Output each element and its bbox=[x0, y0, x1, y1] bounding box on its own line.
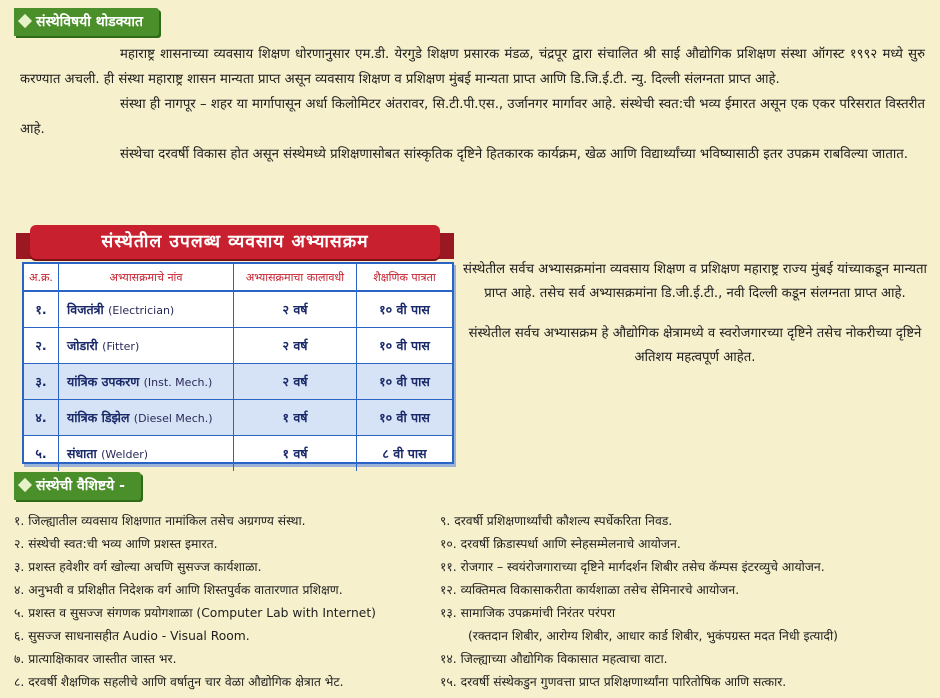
table-row bbox=[24, 400, 452, 436]
recognition-paragraph-2: संस्थेतील सर्वच अभ्यासक्रम हे औद्योगिक क्षेत्रामध्ये व स्वरोजगारच्या दृष्टिने तसेच नोकरीच्या दृष्टिने अतिशय महत्वपूर्ण आहेत. bbox=[468, 326, 922, 365]
about-paragraph-1: महाराष्ट्र शासनाच्या व्यवसाय शिक्षण धोरणानुसार एम.डी. येरगुडे शिक्षण प्रसारक मंडळ, चंद्रपूर द्वारा संचालित श्री साई औद्योगिक प्रशिक्षण संस्था ऑगस्ट १९९२ मध्ये सुरु करण्यात अचली. ही संस्था महाराष्ट्र शासन मान्यता प्राप्त असून व्यवसाय शिक्षण व प्रशिक्षण मुंबई मान्यता प्राप्त आणि डि.जि.ई.टी. न्यु. दिल्ली संलग्नता प्राप्त आहे. bbox=[20, 47, 925, 87]
col-course-name: अभ्यासक्रमाचे नांव bbox=[59, 264, 234, 291]
list-item: ३. प्रशस्त हवेशीर वर्ग खोल्या अचणि सुसज्ज कार्यशाळा. bbox=[14, 560, 262, 574]
courses-table-header bbox=[24, 264, 452, 291]
courses-title-ribbon: संस्थेतील उपलब्ध व्यवसाय अभ्यासक्रम bbox=[30, 225, 440, 259]
about-heading: संस्थेविषयी थोडक्यात bbox=[14, 8, 159, 36]
row-qualification: १० वी पास bbox=[357, 328, 453, 364]
row-course-name: संधाता (Welder) bbox=[59, 436, 234, 472]
list-item: ९. दरवर्षी प्रशिक्षणार्थ्यांची कौशल्य स्पर्धेकरिता निवड. bbox=[440, 514, 673, 528]
list-item: ११. रोजगार – स्वयंरोजगाराच्या दृष्टिने मार्गदर्शन शिबीर तसेच कॅम्पस इंटरव्युचे आयोजन. bbox=[440, 560, 825, 574]
features-list-right bbox=[440, 510, 935, 694]
row-duration: २ वर्ष bbox=[234, 291, 357, 328]
row-serial: ५. bbox=[24, 436, 59, 472]
table-row bbox=[24, 328, 452, 364]
recognition-paragraph-1: संस्थेतील सर्वच अभ्यासक्रमांना व्यवसाय शिक्षण व प्रशिक्षण महाराष्ट्र राज्य मुंबई यांच्याकडून मान्यता प्राप्त आहे. तसेच सर्व अभ्यासक्रमांना डि.जी.ई.टी., नवी दिल्ली कडून संलग्नता प्राप्त आहे. bbox=[463, 262, 927, 301]
features-list-left bbox=[14, 510, 434, 694]
about-section bbox=[20, 42, 925, 167]
row-course-name: यांत्रिक उपकरण (Inst. Mech.) bbox=[59, 364, 234, 400]
table-row bbox=[24, 436, 452, 472]
list-item: ८. दरवर्षी शैक्षणिक सहलीचे आणि वर्षातुन चार वेळा औद्योगिक क्षेत्रात भेट. bbox=[14, 675, 344, 689]
features-heading: संस्थेची वैशिष्टये - bbox=[14, 472, 141, 500]
row-serial: २. bbox=[24, 328, 59, 364]
list-item: १०. दरवर्षी क्रिडास्पर्धा आणि स्नेहसम्मेलनाचे आयोजन. bbox=[440, 537, 681, 551]
row-duration: २ वर्ष bbox=[234, 364, 357, 400]
list-item: ७. प्रात्याक्षिकावर जास्तीत जास्त भर. bbox=[14, 652, 177, 666]
list-item: १. जिल्ह्यातील व्यवसाय शिक्षणात नामांकिल तसेच अग्रगण्य संस्था. bbox=[14, 514, 306, 528]
row-serial: ४. bbox=[24, 400, 59, 436]
col-qualification: शैक्षणिक पात्रता bbox=[357, 264, 453, 291]
row-duration: १ वर्ष bbox=[234, 436, 357, 472]
row-duration: २ वर्ष bbox=[234, 328, 357, 364]
list-item: १४. जिल्ह्याच्या औद्योगिक विकासात महत्वाचा वाटा. bbox=[440, 652, 668, 666]
list-item: २. संस्थेची स्वत:ची भव्य आणि प्रशस्त इमारत. bbox=[14, 537, 218, 551]
courses-table bbox=[22, 262, 454, 464]
row-course-name: विजतंत्री (Electrician) bbox=[59, 291, 234, 328]
about-paragraph-3: संस्थेचा दरवर्षी विकास होत असून संस्थेमध्ये प्रशिक्षणासोबत सांस्कृतिक दृष्टिने हितकारक कार्यक्रम, खेळ आणि विद्यार्थ्यांच्या भविष्यासाठी इतर उपक्रम राबविल्या जातात. bbox=[120, 147, 908, 162]
recognition-note bbox=[460, 258, 930, 386]
table-row bbox=[24, 364, 452, 400]
row-course-name: यांत्रिक डिझेल (Diesel Mech.) bbox=[59, 400, 234, 436]
list-item: ४. अनुभवी व प्रशिक्षीत निदेशक वर्ग आणि शिस्तपुर्वक वातारणात प्रशिक्षण. bbox=[14, 583, 343, 597]
row-course-name: जोडारी (Fitter) bbox=[59, 328, 234, 364]
row-qualification: १० वी पास bbox=[357, 291, 453, 328]
col-serial: अ.क्र. bbox=[24, 264, 59, 291]
row-qualification: १० वी पास bbox=[357, 400, 453, 436]
list-item: १५. दरवर्षी संस्थेकडुन गुणवत्ता प्राप्त प्रशिक्षणार्थ्यांना पारितोषिक आणि सत्कार. bbox=[440, 675, 787, 689]
list-item: ५. प्रशस्त व सुसज्ज संगणक प्रयोगशाळा (Computer Lab with Internet) bbox=[14, 606, 376, 620]
col-duration: अभ्यासक्रमाचा कालावधी bbox=[234, 264, 357, 291]
list-item: १२. व्यक्तिमत्व विकासाकरीता कार्यशाळा तसेच सेमिनारचे आयोजन. bbox=[440, 583, 740, 597]
row-qualification: ८ वी पास bbox=[382, 446, 427, 461]
table-row bbox=[24, 291, 452, 328]
list-item: १३. सामाजिक उपक्रमांची निरंतर परंपरा bbox=[440, 606, 616, 620]
list-item-subtext: (रक्तदान शिबीर, आरोग्य शिबीर, आधार कार्ड शिबीर, भुकंपग्रस्त मदत निधी इत्यादी) bbox=[468, 629, 838, 643]
list-item: ६. सुसज्ज साधनासहीत Audio - Visual Room. bbox=[14, 629, 250, 643]
row-qualification: १० वी पास bbox=[357, 364, 453, 400]
row-duration: १ वर्ष bbox=[234, 400, 357, 436]
about-paragraph-2: संस्था ही नागपूर – शहर या मार्गापासून अर्धा किलोमिटर अंतरावर, सि.टी.पी.एस., उर्जानगर मार्गावर आहे. संस्थेची स्वत:ची भव्य ईमारत असून एक एकर परिसरात विस्तरीत आहे. bbox=[20, 97, 925, 137]
row-serial: १. bbox=[24, 291, 59, 328]
row-serial: ३. bbox=[24, 364, 59, 400]
